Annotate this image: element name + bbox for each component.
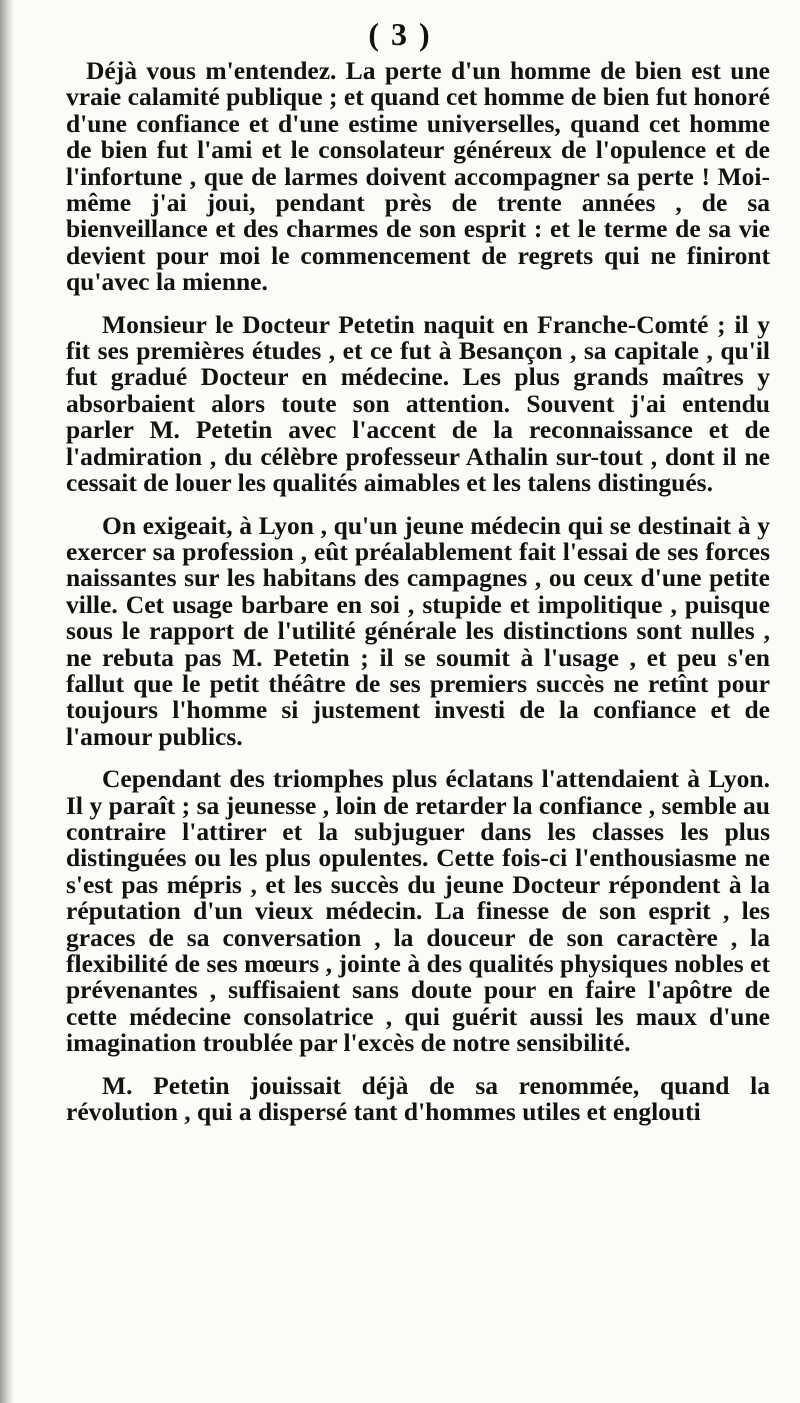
paragraph-1: Déjà vous m'entendez. La perte d'un homme de bien est une vraie calamité publique ; et quand cet homme de bien fut honoré d'une confiance et d'une estime universelles, quand cet homme de bien fut l'ami et le consolateur généreux de l'opulence et de l'infortune , que de larmes doivent accompagner sa perte ! Moi-même j'ai joui, pendant près de trente années , de sa bienveillance et des charmes de son esprit : et le terme de sa vie devient pour moi le commencement de regrets qui ne finiront qu'avec la mienne. bbox=[66, 56, 770, 297]
body-text bbox=[66, 58, 770, 1125]
paragraph-2: Monsieur le Docteur Petetin naquit en Franche-Comté ; il y fit ses premières études , et ce fut à Besançon , sa capitale , qu'il fut gradué Docteur en médecine. Les plus grands maîtres y absorbaient alors toute son attention. Souvent j'ai entendu parler M. Petetin avec l'accent de la reconnaissance et de l'admiration , du célèbre professeur Athalin sur-tout , dont il ne cessait de louer les qualités aimables et les talens distingués. bbox=[66, 309, 770, 498]
page-edge-shadow bbox=[0, 0, 14, 1403]
paragraph-5: M. Petetin jouissait déjà de sa renommée, quand la révolution , qui a dispersé tant d'hommes utiles et englouti bbox=[66, 1070, 770, 1127]
page-number: ( 3 ) bbox=[368, 16, 432, 52]
paragraph-3: On exigeait, à Lyon , qu'un jeune médecin qui se destinait à y exercer sa profession , eût préalablement fait l'essai de ses forces naissantes sur les habitans des campagnes , ou ceux d'une petite ville. Cet usage barbare en soi , stupide et impolitique , puisque sous le rapport de l'utilité générale les distinctions sont nulles , ne rebuta pas M. Petetin ; il se soumit à l'usage , et peu s'en fallut que le petit théâtre de ses premiers succès ne retînt pour toujours l'homme si justement investi de la confiance et de l'amour publics. bbox=[66, 510, 770, 751]
paragraph-4: Cependant des triomphes plus éclatans l'attendaient à Lyon. Il y paraît ; sa jeunesse , loin de retarder la confiance , semble au contraire l'attirer et la subjuguer dans les classes les plus distinguées ou les plus opulentes. Cette fois-ci l'enthousiasme ne s'est pas mépris , et les succès du jeune Docteur répondent à la réputation d'un vieux médecin. La finesse de son esprit , les graces de sa conversation , la douceur de son caractère , la flexibilité de ses mœurs , jointe à des qualités physiques nobles et prévenantes , suffisaient sans doute pour en faire l'apôtre de cette médecine consolatrice , qui guérit aussi les maux d'une imagination troublée par l'excès de notre sensibilité. bbox=[66, 764, 770, 1058]
